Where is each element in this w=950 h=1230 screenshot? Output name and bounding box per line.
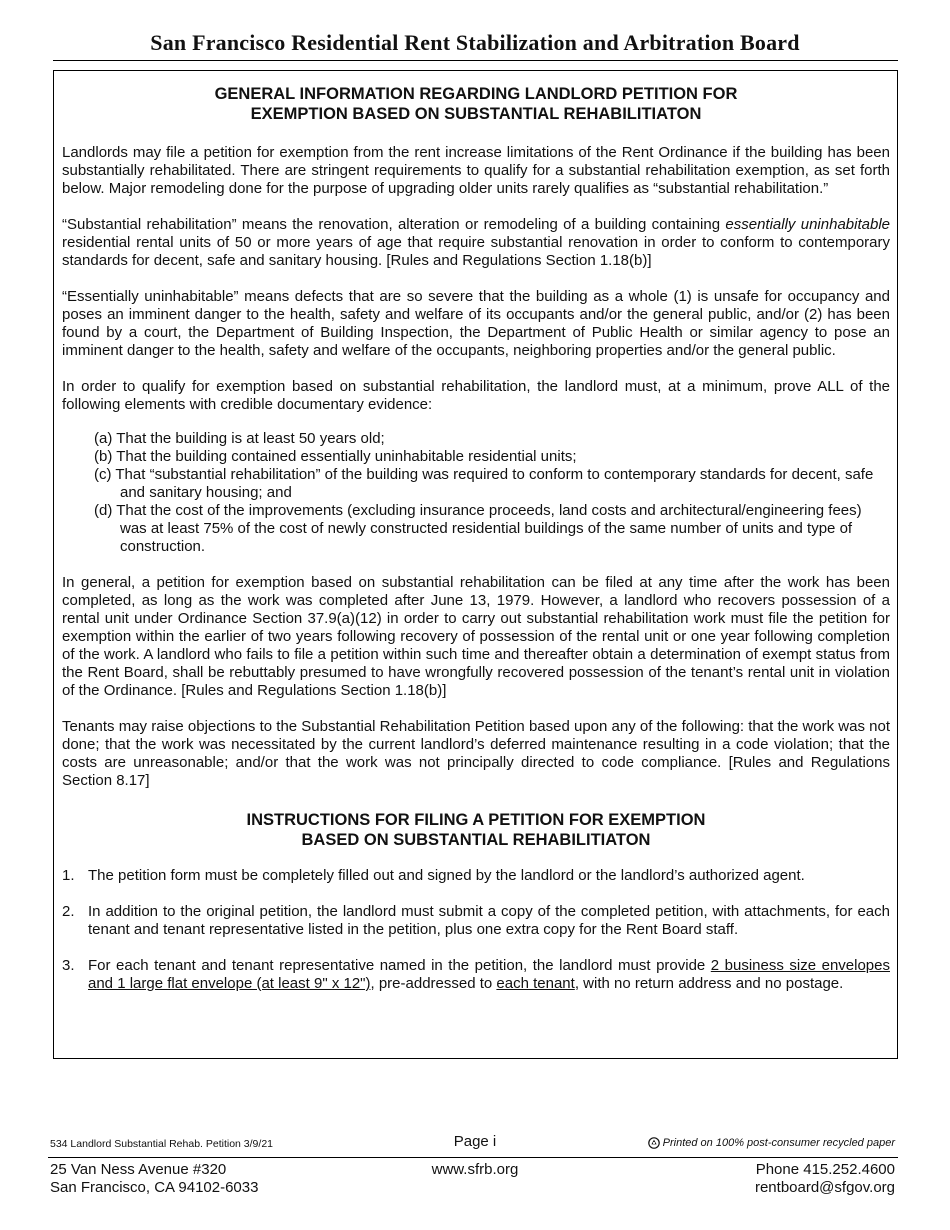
page-number: Page i <box>453 1133 497 1150</box>
contact-info <box>755 1161 895 1197</box>
form-id: 534 Landlord Substantial Rehab. Petition 3/9/21 <box>50 1138 273 1150</box>
instruction-number: 2. <box>62 903 75 920</box>
qualification-paragraph: In order to qualify for exemption based on substantial rehabilitation, the landlord must, at a minimum, prove ALL of the following elements with credible documentary evidence: <box>62 378 890 413</box>
instruction-item <box>62 957 890 993</box>
recycled-note <box>648 1137 895 1149</box>
address-line1: 25 Van Ness Avenue #320 <box>50 1161 227 1178</box>
tenant-objections-paragraph: Tenants may raise objections to the Substantial Rehabilitation Petition based upon any of the following: that the work was not done; that the work was necessitated by the current landlord’s deferred maintenance resulting in a code violation; that the costs are unreasonable; and/or that the work was not principally directed to code compliance. [Rules and Regulations Section 8.17] <box>62 718 891 789</box>
email-address: rentboard@sfgov.org <box>754 1179 895 1196</box>
header-divider <box>53 60 898 61</box>
instructions-heading-line2: BASED ON SUBSTANTIAL REHABILITIATON <box>301 831 651 849</box>
definition-italic: essentially uninhabitable <box>725 216 890 233</box>
substantial-rehab-definition <box>62 216 890 270</box>
required-elements-list <box>62 430 890 556</box>
website: www.sfrb.org <box>431 1161 519 1178</box>
instruction-number: 3. <box>62 957 75 974</box>
general-heading-line1: GENERAL INFORMATION REGARDING LANDLORD PETITION FOR <box>214 85 738 103</box>
instruction-number: 1. <box>62 867 75 884</box>
instructions-list <box>62 867 890 993</box>
recycled-text: Printed on 100% post-consumer recycled paper <box>662 1137 895 1149</box>
general-info-heading <box>62 84 890 124</box>
each-tenant-emphasis: each tenant <box>496 975 575 992</box>
list-item: (d) That the cost of the improvements (excluding insurance proceeds, land costs and architectural/engineering fees) was at least 75% of the cost of newly constructed residential buildings of the same number of units and type of construction. <box>94 502 862 555</box>
uninhabitable-definition: “Essentially uninhabitable” means defects that are so severe that the building as a whole (1) is unsafe for occupancy and poses an imminent danger to the health, safety and welfare of its occupants and/or the general public, and/or (2) has been found by a court, the Department of Building Inspection, the Department of Public Health or similar agency to pose an imminent danger to the health, safety and welfare of the occupants, neighboring properties and/or the general public. <box>62 288 890 359</box>
definition-text-b: residential rental units of 50 or more years of age that require substantial renovation in order to conform to contemporary standards for decent, safe and sanitary housing. [Rules and Regulations Section 1.18(b)] <box>62 234 890 269</box>
instructions-heading-line1: INSTRUCTIONS FOR FILING A PETITION FOR EXEMPTION <box>246 811 706 829</box>
agency-title: San Francisco Residential Rent Stabilization and Arbitration Board <box>150 30 800 55</box>
content-box <box>53 70 898 1059</box>
instruction-text-c: , with no return address and no postage. <box>574 975 844 992</box>
instruction-text-a: For each tenant and tenant representative named in the petition, the landlord must provide <box>88 957 711 974</box>
instructions-heading <box>62 810 890 850</box>
footer-divider <box>48 1157 898 1158</box>
envelope-requirement: 2 business size envelopes and 1 large flat envelope (at least 9" x 12") <box>88 957 890 992</box>
list-item: (b) That the building contained essentially uninhabitable residential units; <box>94 448 577 465</box>
content-body <box>62 71 890 993</box>
instruction-text-b: , pre-addressed to <box>370 975 497 992</box>
list-item: (c) That “substantial rehabilitation” of the building was required to conform to contemporary standards for decent, safe and sanitary housing; and <box>94 466 874 501</box>
recycle-icon <box>648 1137 660 1149</box>
instruction-text: In addition to the original petition, the landlord must submit a copy of the completed petition, with attachments, for each tenant and tenant representative listed in the petition, plus one extra copy for the Rent Board staff. <box>88 903 890 938</box>
general-heading-line2: EXEMPTION BASED ON SUBSTANTIAL REHABILITIATON <box>250 105 702 123</box>
list-item: (a) That the building is at least 50 years old; <box>94 430 385 447</box>
instruction-item <box>62 903 890 939</box>
address-line2: San Francisco, CA 94102-6033 <box>50 1179 259 1196</box>
instruction-item <box>62 867 890 885</box>
intro-paragraph: Landlords may file a petition for exemption from the rent increase limitations of the Rent Ordinance if the building has been substantially rehabilitated. There are stringent requirements to qualify for a substantial rehabilitation exemption, as set forth below. Major remodeling done for the purpose of upgrading older units rarely qualifies as “substantial rehabilitation.” <box>62 144 890 197</box>
instruction-text: The petition form must be completely filled out and signed by the landlord or the landlord’s authorized agent. <box>88 867 805 884</box>
phone-number: Phone 415.252.4600 <box>755 1161 895 1178</box>
filing-timing-paragraph: In general, a petition for exemption based on substantial rehabilitation can be filed at any time after the work has been completed, as long as the work was completed after June 13, 1979. However, a landlord who recovers possession of a rental unit under Ordinance Section 37.9(a)(12) in order to carry out substantial rehabilitation work must file the petition for exemption within the earlier of two years following recovery of possession of the rental unit or one year following completion of the work. A landlord who fails to file a petition within such time and thereafter obtain a determination of exempt status from the Rent Board, shall be rebuttably presumed to have wrongfully recovered possession of the tenant’s rental unit in violation of the Ordinance. [Rules and Regulations Section 1.18(b)] <box>62 574 890 699</box>
definition-text-a: “Substantial rehabilitation” means the renovation, alteration or remodeling of a building containing <box>62 216 726 233</box>
